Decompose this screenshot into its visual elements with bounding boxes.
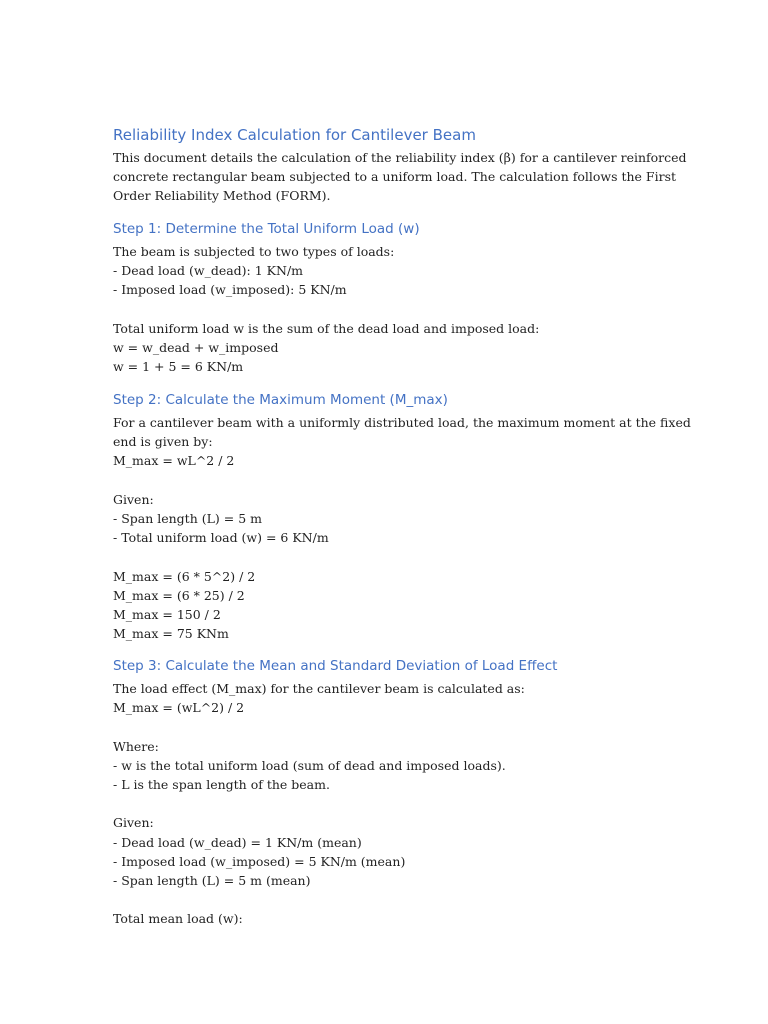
body-line: - Dead load (w_dead): 1 KN/m [113,263,304,279]
blank-line [113,794,525,813]
body-line: - Dead load (w_dead) = 1 KN/m (mean) [113,834,362,850]
blank-line [113,890,525,909]
blank-line [113,717,525,736]
body-line: M_max = (6 * 25) / 2 [113,587,245,603]
body-line: w = 1 + 5 = 6 KN/m [113,359,244,375]
step2-heading: Step 2: Calculate the Maximum Moment (M_max) [113,392,448,408]
body-line: - w is the total uniform load (sum of dead and imposed loads). [113,757,506,773]
body-line: The beam is subjected to two types of loads: [113,244,395,259]
body-line: Total mean load (w): [113,911,243,927]
blank-line [113,300,539,319]
body-line: - Span length (L) = 5 m [113,511,262,527]
intro-paragraph [113,148,687,206]
intro-line: This document details the calculation of the reliability index (β) for a cantilever reinforced [113,150,687,165]
body-line: - L is the span length of the beam. [113,777,330,793]
body-line: - Span length (L) = 5 m (mean) [113,873,311,889]
body-line: M_max = (6 * 5^2) / 2 [113,568,256,584]
body-line: - Total uniform load (w) = 6 KN/m [113,530,329,546]
document-title: Reliability Index Calculation for Cantilever Beam [113,126,476,144]
body-line: M_max = (wL^2) / 2 [113,700,245,716]
body-line: Total uniform load w is the sum of the dead load and imposed load: [113,320,540,336]
step3-body [113,679,525,929]
body-line: Where: [113,738,159,754]
body-line: - Imposed load (w_imposed) = 5 KN/m (mean) [113,853,406,869]
body-line: M_max = 150 / 2 [113,607,221,623]
blank-line [113,471,691,490]
body-line: end is given by: [113,434,213,450]
body-line: For a cantilever beam with a uniformly distributed load, the maximum moment at the fixed [113,415,691,430]
step3-heading: Step 3: Calculate the Mean and Standard Deviation of Load Effect [113,658,558,674]
body-line: Given: [113,491,154,507]
blank-line [113,547,691,566]
step2-body [113,413,691,643]
body-line: M_max = wL^2 / 2 [113,453,235,469]
step1-heading: Step 1: Determine the Total Uniform Load (w) [113,221,420,237]
intro-line: concrete rectangular beam subjected to a uniform load. The calculation follows the First [113,169,677,185]
body-line: The load effect (M_max) for the cantilever beam is calculated as: [113,681,525,696]
body-line: Given: [113,815,154,831]
body-line: M_max = 75 KNm [113,626,229,642]
body-line: w = w_dead + w_imposed [113,340,279,356]
intro-line: Order Reliability Method (FORM). [113,188,331,204]
body-line: - Imposed load (w_imposed): 5 KN/m [113,282,347,298]
step1-body [113,242,539,376]
